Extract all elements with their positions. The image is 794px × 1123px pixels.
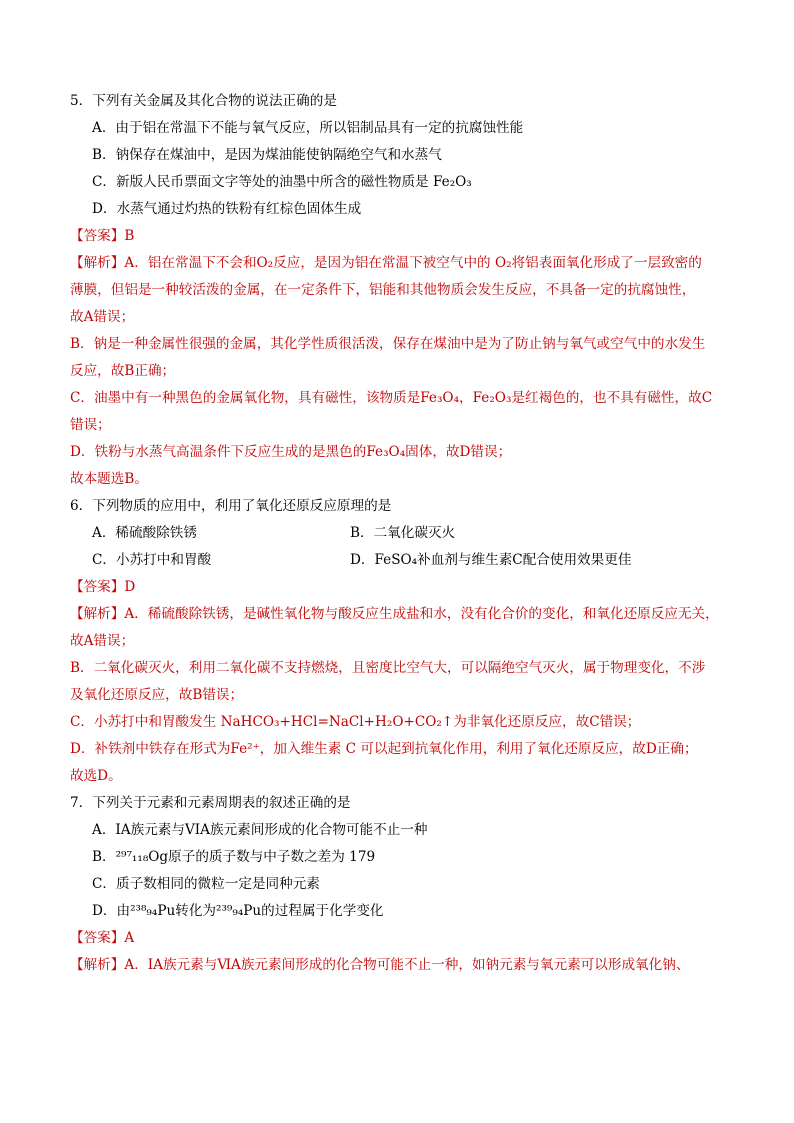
q6-analysis-line: C．小苏打中和胃酸发生 NaHCO₃+HCl=NaCl+H₂O+CO₂↑为非氧化还原反应，故C错误；	[70, 714, 641, 730]
q5-analysis-line: 薄膜，但铝是一种较活泼的金属，在一定条件下，铝能和其他物质会发生反应，不具备一定的抗腐蚀性，	[70, 282, 696, 298]
q7-analysis-line: 【解析】A．ⅠA族元素与ⅥA族元素间形成的化合物可能不止一种，如钠元素与氧元素可以形成氧化钠、	[70, 957, 690, 973]
q5-analysis-line: 错误；	[70, 417, 111, 433]
q5-option-d: D．水蒸气通过灼热的铁粉有红棕色固体生成	[92, 201, 362, 217]
document-page	[70, 88, 730, 979]
q6-option-a: A．稀硫酸除铁锈	[92, 525, 197, 541]
q7-option-c: C．质子数相同的微粒一定是同种元素	[92, 876, 320, 892]
q6-option-b: B．二氧化碳灭火	[350, 525, 456, 541]
q6-options-row-1	[70, 520, 730, 547]
q6-stem: 6．下列物质的应用中，利用了氧化还原反应原理的是	[70, 498, 392, 514]
q7-answer: 【答案】A	[70, 930, 135, 946]
q6-analysis-line: B．二氧化碳灭火，利用二氧化碳不支持燃烧，且密度比空气大，可以隔绝空气灭火，属于物理变化，不涉	[70, 660, 706, 676]
q5-analysis-line: 【解析】A．铝在常温下不会和O₂反应，是因为铝在常温下被空气中的 O₂将铝表面氧化形成了一层致密的	[70, 255, 702, 271]
q5-analysis-line: D．铁粉与水蒸气高温条件下反应生成的是黑色的Fe₃O₄固体，故D错误；	[70, 444, 512, 460]
q7-option-b: B．²⁹⁷₁₁₈Og原子的质子数与中子数之差为 179	[92, 849, 376, 865]
q5-stem: 5．下列有关金属及其化合物的说法正确的是	[70, 93, 337, 109]
q7-option-a: A．IA族元素与VIA族元素间形成的化合物可能不止一种	[92, 822, 428, 838]
q6-analysis-line: 【解析】A．稀硫酸除铁锈，是碱性氧化物与酸反应生成盐和水，没有化合价的变化，和氧化还原反应无关，	[70, 606, 719, 622]
q5-analysis-line: 故A错误；	[70, 309, 135, 325]
q6-analysis-line: 故A错误；	[70, 633, 135, 649]
q5-option-b: B．钠保存在煤油中，是因为煤油能使钠隔绝空气和水蒸气	[92, 147, 442, 163]
q6-option-c: C．小苏打中和胃酸	[92, 552, 212, 568]
q5-answer: 【答案】B	[70, 228, 135, 244]
q5-option-a: A．由于铝在常温下不能与氧气反应，所以铝制品具有一定的抗腐蚀性能	[92, 120, 524, 136]
q7-stem: 7．下列关于元素和元素周期表的叙述正确的是	[70, 795, 351, 811]
q6-analysis-line: D．补铁剂中铁存在形式为Fe²⁺，加入维生素 C 可以起到抗氧化作用，利用了氧化还原反应，故D正确；	[70, 741, 698, 757]
q5-option-c: C．新版人民币票面文字等处的油墨中所含的磁性物质是 Fe₂O₃	[92, 174, 472, 190]
q7-option-d: D．由²³⁸₉₄Pu转化为²³⁹₉₄Pu的过程属于化学变化	[92, 903, 384, 919]
q5-analysis-line: C．油墨中有一种黑色的金属氧化物，具有磁性，该物质是Fe₃O₄，Fe₂O₃是红褐色的，也不具有磁性，故C	[70, 390, 713, 406]
q6-analysis-line: 故选D。	[70, 768, 122, 784]
q6-options-row-2	[70, 547, 730, 574]
q5-analysis-line: 故本题选B。	[70, 471, 148, 487]
q6-analysis-line: 及氧化还原反应，故B错误；	[70, 687, 244, 703]
q6-answer: 【答案】D	[70, 579, 136, 595]
q5-analysis-line: 反应，故B正确；	[70, 363, 176, 379]
q6-option-d: D．FeSO₄补血剂与维生素C配合使用效果更佳	[350, 552, 632, 568]
q5-analysis-line: B．钠是一种金属性很强的金属，其化学性质很活泼，保存在煤油中是为了防止钠与氧气或空气中的水发生	[70, 336, 706, 352]
